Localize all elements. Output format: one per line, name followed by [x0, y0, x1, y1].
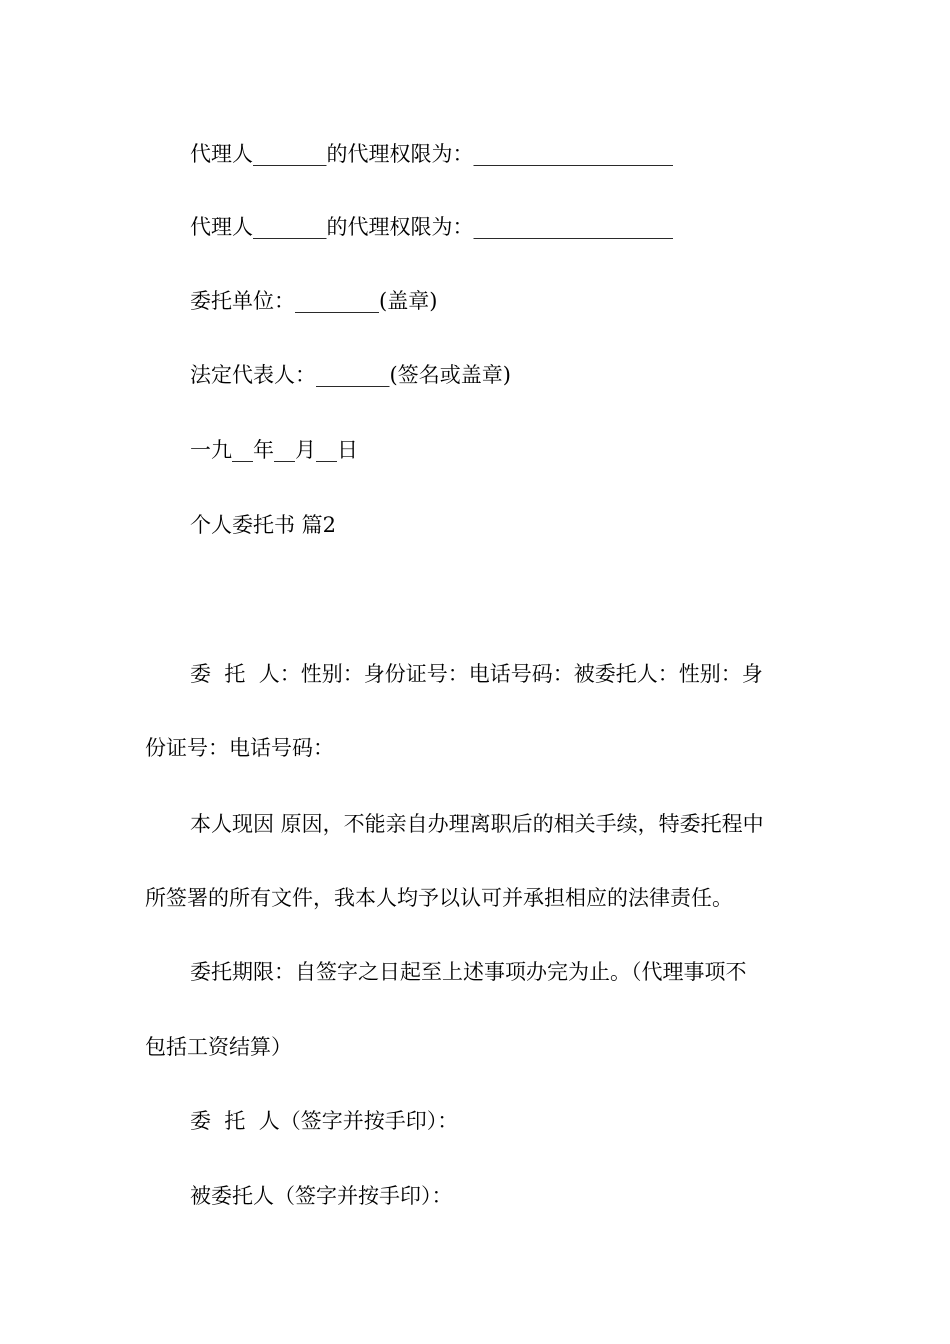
- agent-authority-line-1: 代理人_______的代理权限为：___________________: [190, 142, 673, 166]
- paragraph-reason: 本人现因 原因，不能亲自办理离职后的相关手续，特委托程中: [190, 812, 764, 836]
- legal-representative-line: 法定代表人：_______(签名或盖章): [190, 363, 511, 387]
- entrusting-unit-line: 委托单位：________(盖章): [190, 289, 438, 313]
- date-line: 一九__年__月__日: [190, 438, 358, 462]
- paragraph-principal-info-cont: 份证号：电话号码：: [145, 736, 334, 760]
- paragraph-term-cont: 包括工资结算）: [145, 1035, 292, 1059]
- agent-signature-line: 被委托人（签字并按手印）：: [190, 1184, 453, 1208]
- paragraph-term: 委托期限：自签字之日起至上述事项办完为止。（代理事项不: [190, 960, 747, 984]
- principal-signature-line: 委 托 人（签字并按手印）：: [190, 1109, 459, 1133]
- section-heading: 个人委托书 篇2: [190, 513, 337, 537]
- agent-authority-line-2: 代理人_______的代理权限为：___________________: [190, 215, 673, 239]
- paragraph-principal-info: 委 托 人：性别：身份证号：电话号码：被委托人：性别：身: [190, 662, 763, 686]
- paragraph-reason-cont: 所签署的所有文件，我本人均予以认可并承担相应的法律责任。: [145, 886, 733, 910]
